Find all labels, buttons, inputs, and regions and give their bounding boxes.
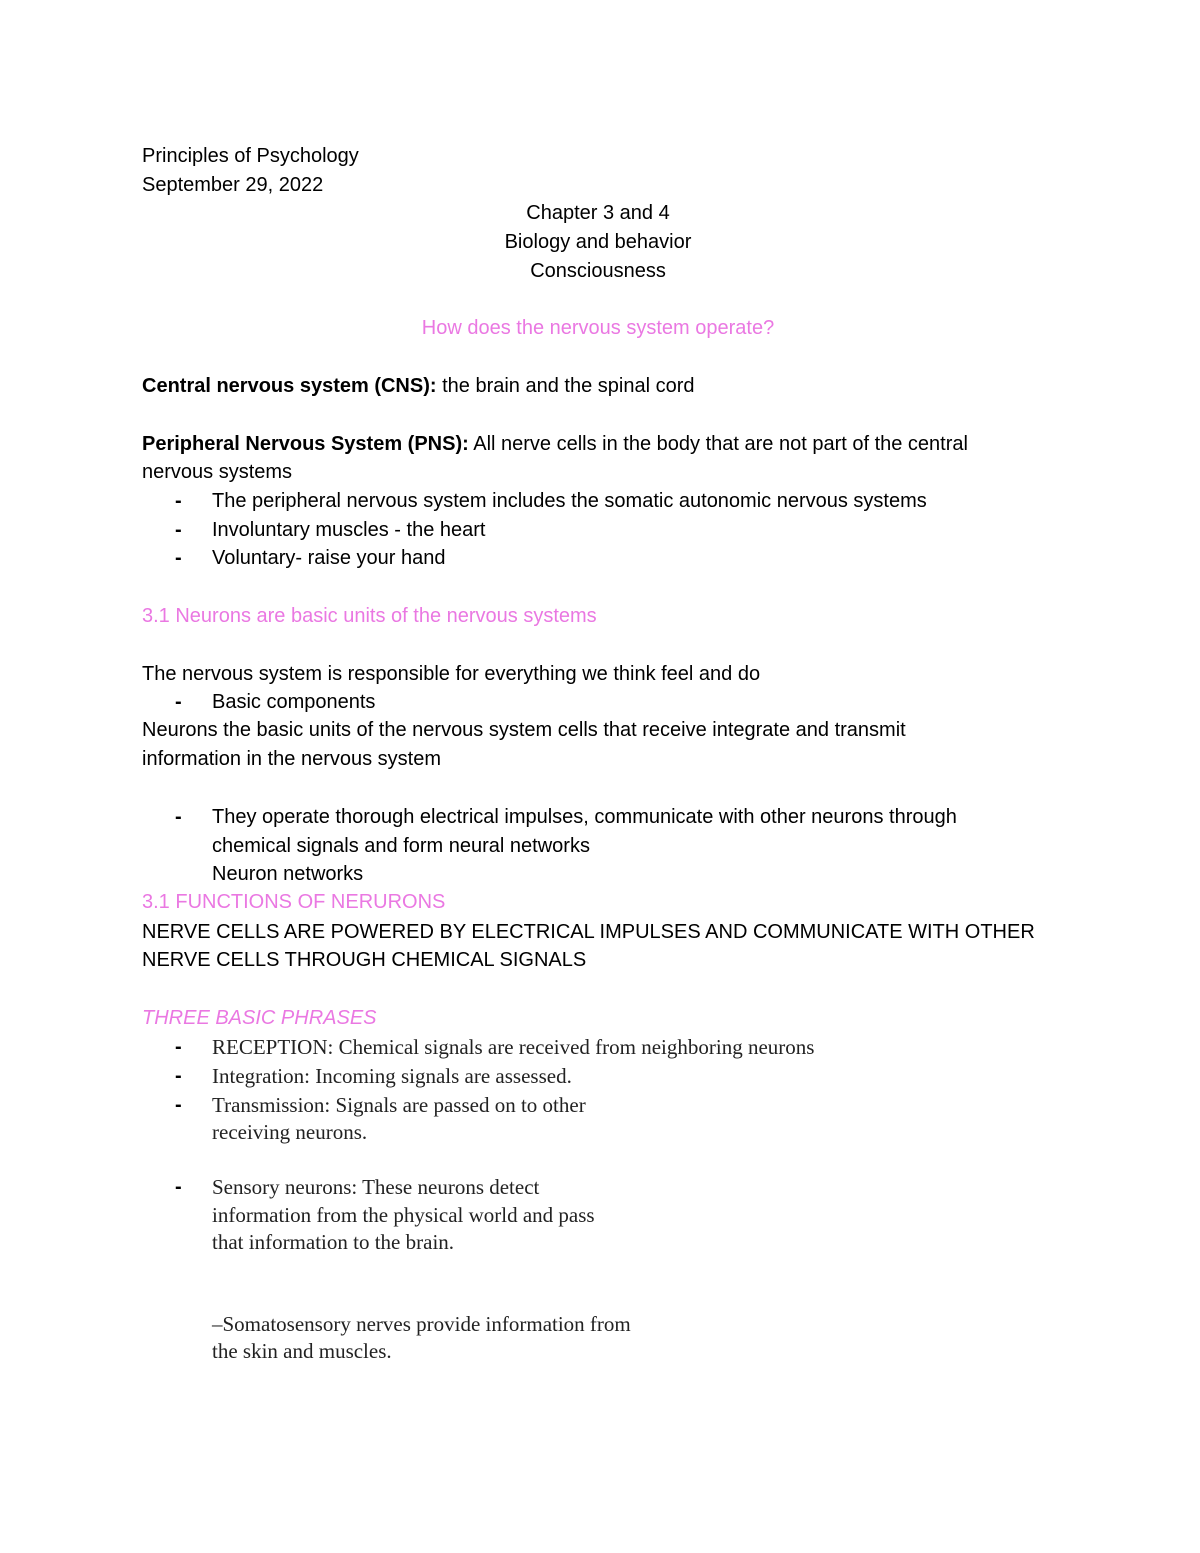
list-item: RECEPTION: Chemical signals are received from neighboring neurons [212, 1035, 815, 1059]
bullet-marker: - [175, 806, 182, 828]
list-item: The peripheral nervous system includes the somatic autonomic nervous systems [212, 490, 927, 512]
list-item: Involuntary muscles - the heart [212, 519, 486, 541]
bullet-marker: - [175, 1065, 182, 1087]
list-item-continued: receiving neurons. [212, 1120, 368, 1144]
list-item: Voluntary- raise your hand [212, 547, 446, 569]
list-item-continued: that information to the brain. [212, 1230, 455, 1254]
pns-term: Peripheral Nervous System (PNS): [142, 433, 469, 455]
chapter-title: Chapter 3 and 4 [526, 202, 670, 224]
chapter-subtitle-consciousness: Consciousness [530, 260, 666, 282]
section-heading-functions: 3.1 FUNCTIONS OF NERURONS [142, 891, 446, 913]
bullet-marker: - [175, 1036, 182, 1058]
bullet-marker: - [175, 691, 182, 713]
list-item-continued: information from the physical world and pass [212, 1203, 595, 1227]
chapter-subtitle-biology: Biology and behavior [504, 231, 692, 253]
somatosensory-text: –Somatosensory nerves provide information from [212, 1312, 631, 1336]
bullet-marker: - [175, 1094, 182, 1116]
bullet-marker: - [175, 519, 182, 541]
pns-definition-continued: nervous systems [142, 461, 293, 483]
list-item: Transmission: Signals are passed on to other [212, 1093, 586, 1117]
functions-text: NERVE CELLS ARE POWERED BY ELECTRICAL IMPULSES AND COMMUNICATE WITH OTHER [142, 921, 1035, 943]
list-item: They operate thorough electrical impulses, communicate with other neurons through [212, 806, 957, 828]
list-item-continued: chemical signals and form neural networks [212, 835, 590, 857]
list-item: Integration: Incoming signals are assessed. [212, 1064, 572, 1088]
bullet-marker: - [175, 1176, 182, 1198]
list-item: Sensory neurons: These neurons detect [212, 1175, 540, 1199]
bullet-marker: - [175, 490, 182, 512]
bullet-marker: - [175, 547, 182, 569]
list-item: Basic components [212, 691, 376, 713]
list-item-continued: Neuron networks [212, 863, 364, 885]
nervous-system-intro: The nervous system is responsible for everything we think feel and do [142, 663, 761, 685]
question-heading: How does the nervous system operate? [421, 317, 775, 339]
somatosensory-text-continued: the skin and muscles. [212, 1339, 392, 1363]
course-title: Principles of Psychology [142, 145, 359, 167]
pns-definition-text: All nerve cells in the body that are not part of the central [468, 433, 968, 455]
section-heading-neurons: 3.1 Neurons are basic units of the nervous systems [142, 605, 597, 627]
cns-definition-text: the brain and the spinal cord [436, 375, 695, 397]
pns-definition [142, 430, 968, 458]
neurons-definition: Neurons the basic units of the nervous system cells that receive integrate and transmit [142, 719, 906, 741]
document-date: September 29, 2022 [142, 174, 324, 196]
neurons-definition-continued: information in the nervous system [142, 748, 442, 770]
functions-text-continued: NERVE CELLS THROUGH CHEMICAL SIGNALS [142, 949, 587, 971]
section-heading-phrases: THREE BASIC PHRASES [142, 1007, 377, 1029]
cns-definition [142, 372, 694, 400]
cns-term: Central nervous system (CNS): [142, 375, 437, 397]
